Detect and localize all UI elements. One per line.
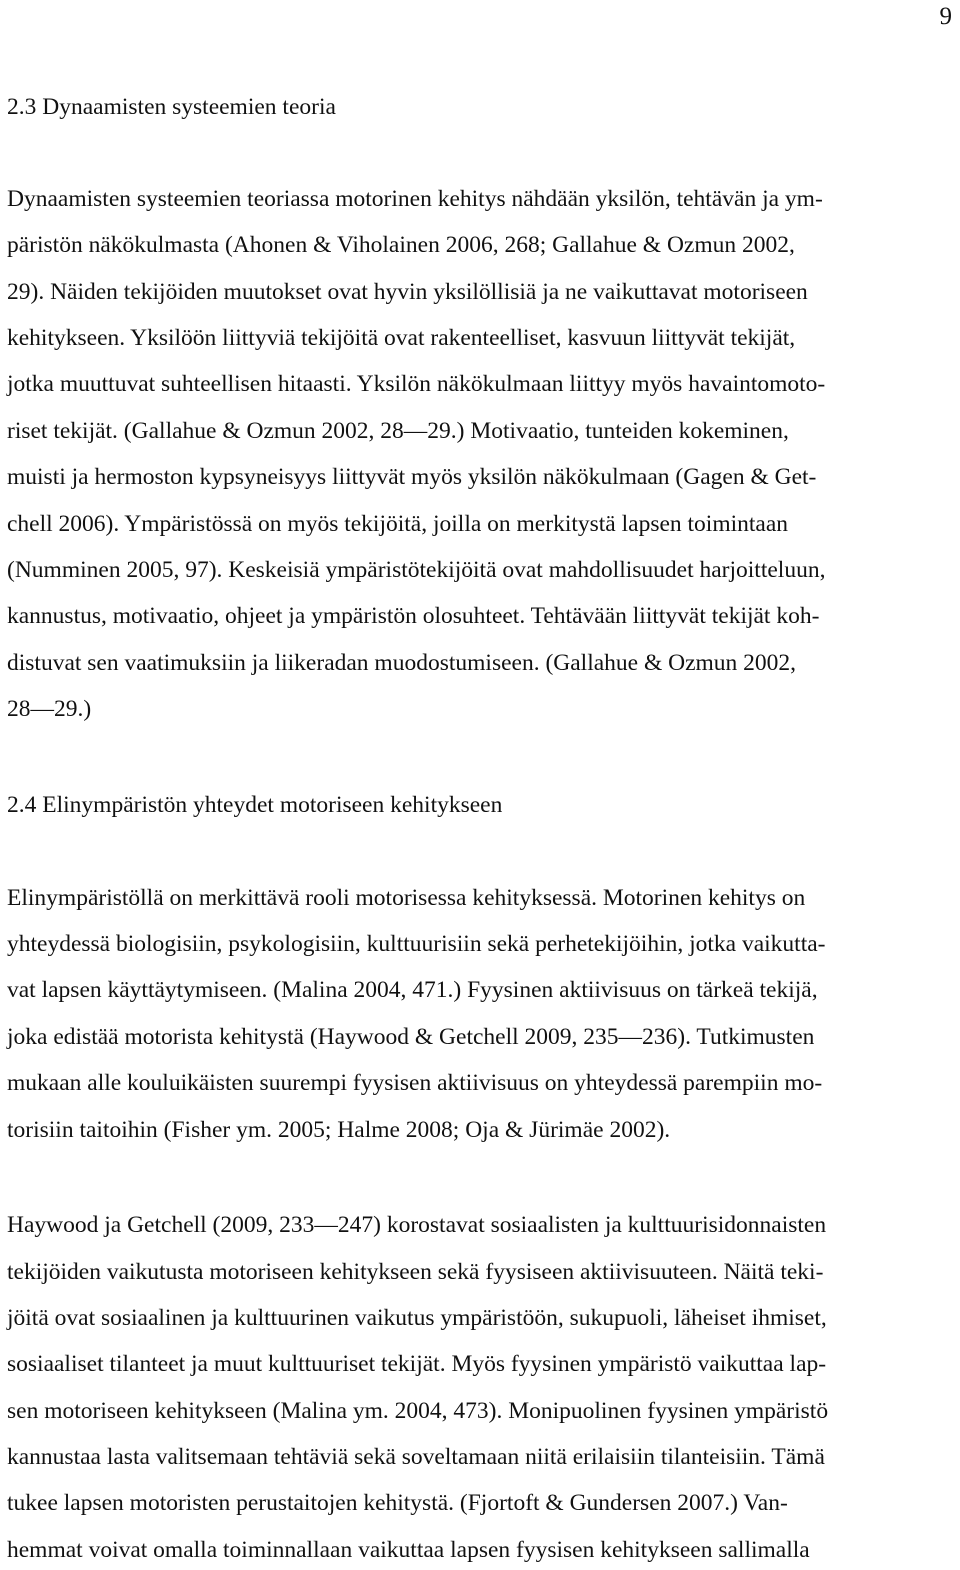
text-line: tukee lapsen motoristen perustaitojen kehitystä. (Fjortoft & Gundersen 2007.) Van- <box>7 1490 788 1516</box>
page-number: 9 <box>939 3 952 30</box>
text-line: 28—29.) <box>7 696 92 722</box>
text-line: mukaan alle kouluikäisten suurempi fyysisen aktiivisuus on yhteydessä parempiin mo- <box>7 1070 823 1096</box>
text-line: riset tekijät. (Gallahue & Ozmun 2002, 28—29.) Motivaatio, tunteiden kokeminen, <box>7 418 789 444</box>
text-line: sen motoriseen kehitykseen (Malina ym. 2004, 473). Monipuolinen fyysinen ympäristö <box>7 1398 829 1424</box>
text-line: muisti ja hermoston kypsyneisyys liittyvät myös yksilön näkökulmaan (Gagen & Get- <box>7 464 817 490</box>
text-line: distuvat sen vaatimuksiin ja liikeradan muodostumiseen. (Gallahue & Ozmun 2002, <box>7 650 797 676</box>
section-heading-2-3: 2.3 Dynaamisten systeemien teoria <box>7 94 336 120</box>
text-line: jotka muuttuvat suhteellisen hitaasti. Yksilön näkökulmaan liittyy myös havaintomoto- <box>7 371 826 397</box>
text-line: kehitykseen. Yksilöön liittyviä tekijöitä ovat rakenteelliset, kasvuun liittyvät tekijät, <box>7 325 796 351</box>
text-line: chell 2006). Ympäristössä on myös tekijöitä, joilla on merkitystä lapsen toimintaan <box>7 511 789 537</box>
text-line: kannustaa lasta valitsemaan tehtäviä sekä soveltamaan niitä erilaisiin tilanteisiin. Tämä <box>7 1444 825 1470</box>
text-line: tekijöiden vaikutusta motoriseen kehitykseen sekä fyysiseen aktiivisuuteen. Näitä teki- <box>7 1259 824 1285</box>
text-line: sosiaaliset tilanteet ja muut kulttuuriset tekijät. Myös fyysinen ympäristö vaikuttaa lap- <box>7 1351 827 1377</box>
section-heading-2-4: 2.4 Elinympäristön yhteydet motoriseen kehitykseen <box>7 792 503 818</box>
text-line: Haywood ja Getchell (2009, 233—247) korostavat sosiaalisten ja kulttuurisidonnaisten <box>7 1212 827 1238</box>
text-line: päristön näkökulmasta (Ahonen & Viholainen 2006, 268; Gallahue & Ozmun 2002, <box>7 232 795 258</box>
text-line: vat lapsen käyttäytymiseen. (Malina 2004, 471.) Fyysinen aktiivisuus on tärkeä tekijä, <box>7 977 818 1003</box>
text-line: kannustus, motivaatio, ohjeet ja ympäristön olosuhteet. Tehtävään liittyvät tekijät koh- <box>7 603 820 629</box>
text-line: (Numminen 2005, 97). Keskeisiä ympäristötekijöitä ovat mahdollisuudet harjoitteluun, <box>7 557 826 583</box>
text-line: yhteydessä biologisiin, psykologisiin, kulttuurisiin sekä perhetekijöihin, jotka vaikutta- <box>7 931 826 957</box>
text-line: hemmat voivat omalla toiminnallaan vaikuttaa lapsen fyysisen kehitykseen sallimalla <box>7 1537 810 1563</box>
text-line: Elinympäristöllä on merkittävä rooli motorisessa kehityksessä. Motorinen kehitys on <box>7 885 806 911</box>
text-line: 29). Näiden tekijöiden muutokset ovat hyvin yksilöllisiä ja ne vaikuttavat motoriseen <box>7 279 808 305</box>
text-line: joka edistää motorista kehitystä (Haywood & Getchell 2009, 235—236). Tutkimusten <box>7 1024 815 1050</box>
text-line: torisiin taitoihin (Fisher ym. 2005; Halme 2008; Oja & Jürimäe 2002). <box>7 1117 671 1143</box>
text-line: Dynaamisten systeemien teoriassa motorinen kehitys nähdään yksilön, tehtävän ja ym- <box>7 186 823 212</box>
text-line: jöitä ovat sosiaalinen ja kulttuurinen vaikutus ympäristöön, sukupuoli, läheiset ihmiset, <box>7 1305 827 1331</box>
